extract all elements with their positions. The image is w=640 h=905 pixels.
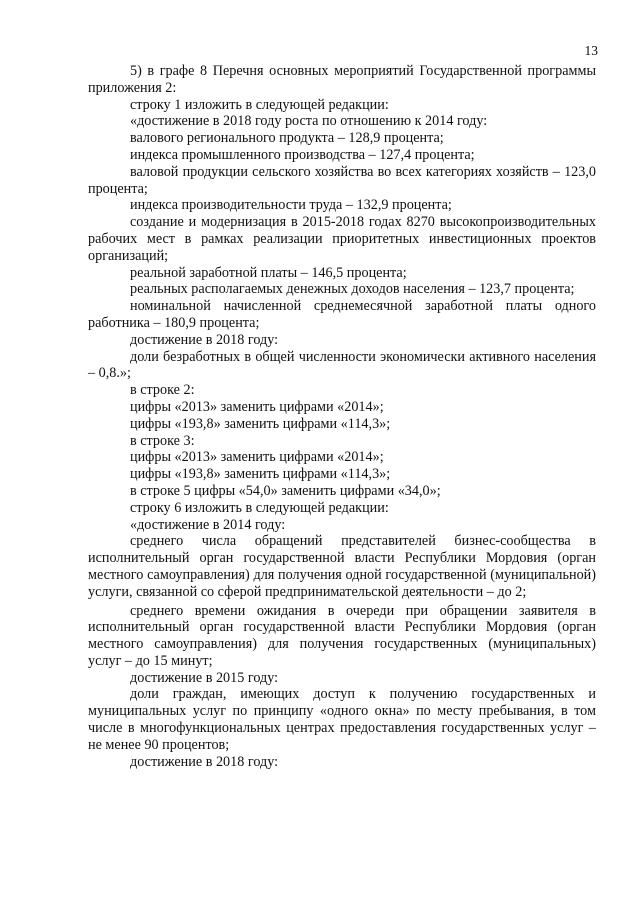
paragraph-achievement-2018-final: достижение в 2018 году: [130, 753, 279, 770]
paragraph-achievement-2014: «достижение в 2014 году: [130, 516, 286, 533]
paragraph-row3-change-value: цифры «193,8» заменить цифрами «114,3»; [130, 466, 391, 483]
paragraph-business-requests: среднего числа обращений представителей бизнес-сообщества в исполнительный орган государственной власти Республики Мордовия (орган местного самоуправления) для получения одной государственной (муниципальной) услуги, связанной со сферой предпринимательской деятельности – до 2; [88, 533, 596, 600]
paragraph-workplaces: создание и модернизация в 2015-2018 годах 8270 высокопроизводительных рабочих мест в рамках реализации приоритетных инвестиционных проектов организаций; [88, 214, 596, 264]
paragraph-industrial-index: индекса промышленного производства – 127,4 процента; [130, 146, 475, 163]
paragraph-nominal-wages: номинальной начисленной среднемесячной заработной платы одного работника – 180,9 процента; [88, 298, 596, 331]
paragraph-agriculture: валовой продукции сельского хозяйства во всех категориях хозяйств – 123,0 процента; [88, 163, 596, 197]
paragraph-achievement-2018-growth: «достижение в 2018 году роста по отношению к 2014 году: [130, 113, 488, 130]
paragraph-waiting-time: среднего времени ожидания в очереди при обращении заявителя в исполнительный орган государственной власти Республики Мордовия (орган местного самоуправления) для получения государственных (муниципальных) услуг – до 15 минут; [88, 602, 596, 669]
page-number: 13 [584, 43, 598, 58]
paragraph-real-wages: реальной заработной платы – 146,5 процента; [130, 264, 407, 281]
paragraph-row2-change-year: цифры «2013» заменить цифрами «2014»; [130, 398, 384, 415]
paragraph-row5-change: в строке 5 цифры «54,0» заменить цифрами «34,0»; [130, 482, 441, 499]
document-body [88, 63, 596, 770]
paragraph-row3: в строке 3: [130, 432, 195, 449]
paragraph-item-5-intro: 5) в графе 8 Перечня основных мероприятий Государственной программы приложения 2: [88, 63, 596, 96]
paragraph-achievement-2018: достижение в 2018 году: [130, 331, 279, 348]
paragraph-row2: в строке 2: [130, 382, 195, 399]
paragraph-grp: валового регионального продукта – 128,9 процента; [130, 130, 444, 147]
paragraph-row1-instruction: строку 1 изложить в следующей редакции: [130, 96, 389, 113]
paragraph-one-window-share: доли граждан, имеющих доступ к получению государственных и муниципальных услуг по принципу «одного окна» по месту пребывания, в том числе в многофункциональных центрах предоставления государственных услуг – не менее 90 процентов; [88, 686, 596, 753]
paragraph-achievement-2015: достижение в 2015 году: [130, 669, 279, 686]
paragraph-unemployment: доли безработных в общей численности экономически активного населения – 0,8.»; [88, 348, 596, 382]
paragraph-real-income: реальных располагаемых денежных доходов населения – 123,7 процента; [130, 281, 575, 298]
paragraph-row2-change-value: цифры «193,8» заменить цифрами «114,3»; [130, 415, 391, 432]
paragraph-labor-productivity: индекса производительности труда – 132,9 процента; [130, 197, 452, 214]
paragraph-row6-instruction: строку 6 изложить в следующей редакции: [130, 499, 389, 516]
paragraph-row3-change-year: цифры «2013» заменить цифрами «2014»; [130, 449, 384, 466]
